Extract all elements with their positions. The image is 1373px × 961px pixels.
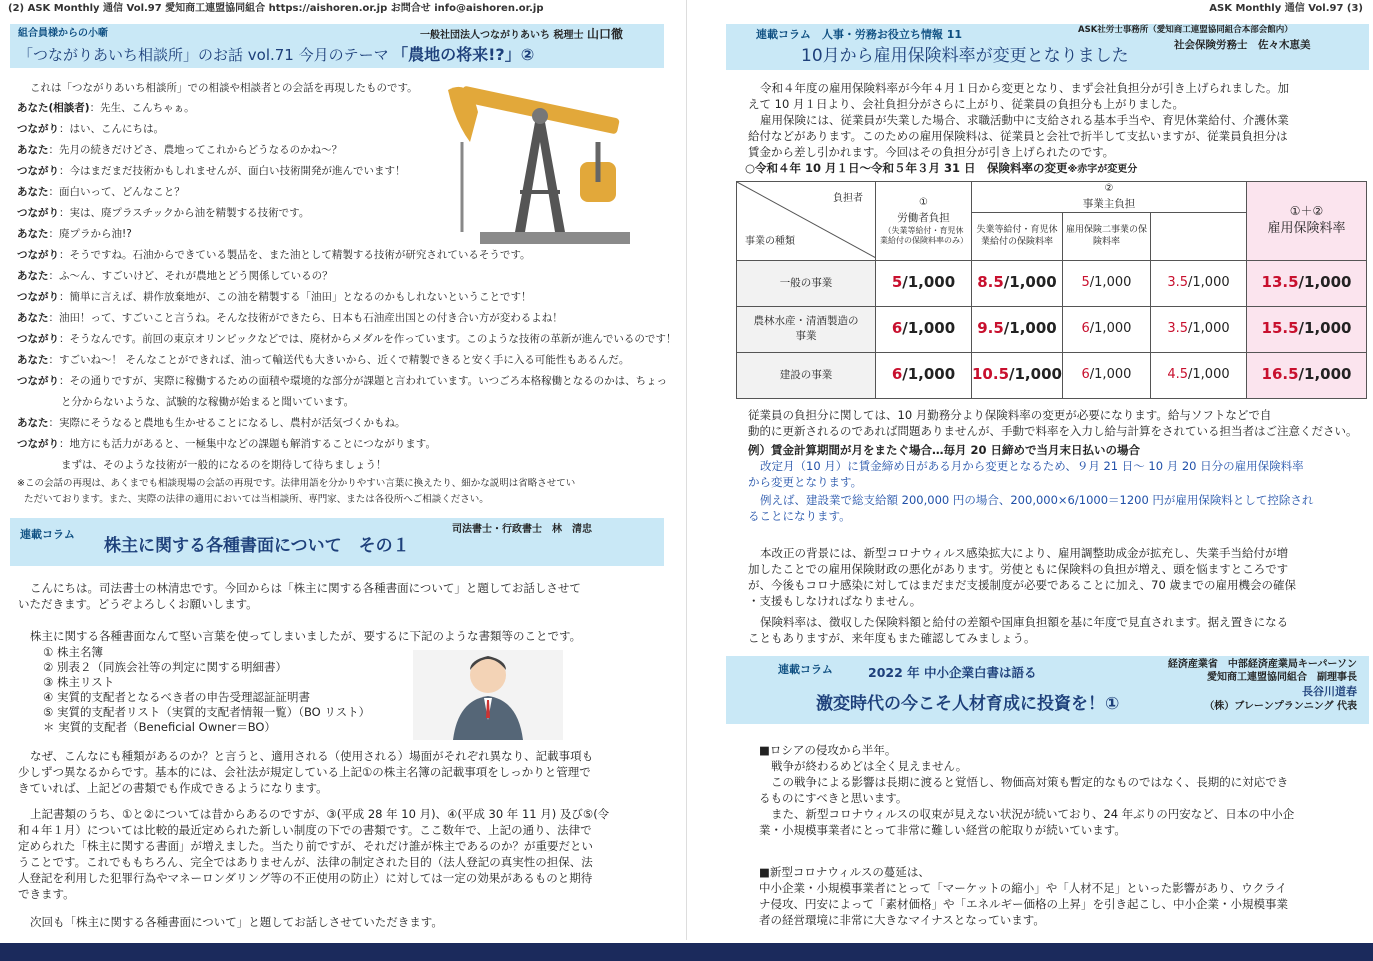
rate-value: 5 [1081,274,1090,290]
dialog-line [17,224,132,245]
consultation-note-1: ※この会話の再現は、あくまでも相談現場の会話の再現です。法律用語を分かりやすい言葉に換えたり、細かな説明は省略させてい [17,478,576,489]
businessman-illustration [408,640,568,740]
shareholder-title: 株主に関する各種書面について その１ [104,536,410,556]
dialog-line [61,392,354,413]
dialog-speaker: あなた [17,312,49,324]
dialog-text: ：地方にも活力があると、一極集中などの課題も解消することにつながります。 [59,438,436,450]
rate-denominator: /1,000 [1003,319,1057,338]
rate-denominator: /1,000 [1298,273,1352,292]
shareholder-p1a: こんにちは。司法書士の林清忠です。今回からは「株主に関する各種書面について」と題してお話しさせて [30,581,581,595]
dialog-speaker: あなた [17,354,49,366]
insp4-line: 保険料率は、徴収した保険料額と給付の差額や国庫負担額を基に年度で見直されます。据え置きになる [760,615,1289,629]
insp1-line: 令和４年度の雇用保険料率が今年４月１日から変更となり、まず会社負担分が引き上げられました。加 [760,81,1289,95]
insex1-line: から変更となります。 [748,475,863,489]
rate-table-row [737,352,1367,398]
whitepaper-s1-head: ■ロシアの侵攻から半年。 [759,743,897,757]
dialog-line [17,434,436,455]
rate-value: 6 [891,365,903,384]
rate-table-cell-w [876,260,972,306]
shp4-line: 上記書類のうち、①と②については昔からあるのですが、③(平成 28 年 10 月)、④(平成 30 年 11 月) 及び⑤(令 [30,807,610,821]
shareholder-kicker: 連載コラム [20,528,75,541]
rate-denominator: /1,000 [902,273,956,292]
whitepaper-org-2: 愛知商工連盟協同組合 副理事長 [1207,672,1357,683]
page-divider [686,0,687,940]
whitepaper-author: 長谷川道春 [1302,685,1357,698]
insurance-kicker: 連載コラム 人事・労務お役立ち情報 11 [756,28,963,41]
rate-denominator: /1,000 [1298,365,1352,384]
dialog-line [17,350,629,371]
rate-table-industry: 建設の事業 [737,352,876,398]
whitepaper-title: 激変時代の今こそ人材育成に投資を！① [816,694,1120,714]
insp2-line: 動的に更新されるのであれば問題ありませんが、手動で料率を入力し給与計算をされている担当者はご注意ください。 [748,424,1358,438]
rate-value: 3.5 [1167,274,1189,290]
pump-jack-illustration [440,82,640,252]
rate-table-cell-a [1062,306,1150,352]
rate-table [736,181,1367,399]
dialog-speaker: つながり [17,375,59,387]
wps2-line: 者の経営環境に非常に大きなマイナスとなっています。 [759,913,1045,927]
consultation-title: 「つながりあいち相談所」のお話 vol.71 今月のテーマ 「農地の将来!?」② [18,45,535,64]
whitepaper-subtitle: 2022 年 中小企業白書は語る [868,665,1037,680]
insp1-line: 雇用保険には、従業員が失業した場合、求職活動中に支給される基本手当や、育児休業給付、介護休業 [760,113,1289,127]
rate-table-header-unemployment: 失業等給付・育児休業給付の保険料率 [972,212,1063,260]
rate-table-row [737,260,1367,306]
dialog-line [17,413,406,434]
rate-table-header-worker: ① 労働者負担 （失業等給付・育児休業給付の保険料率のみ） [876,182,972,261]
rate-value: 6 [1081,320,1090,336]
left-page-header: (2) ASK Monthly 通信 Vol.97 愛知商工連盟協同組合 https://aishoren.or.jp お問合せ info@aishoren.or.jp [8,3,544,14]
footer-bar [0,943,1373,961]
dialog-speaker: つながり [17,207,59,219]
dialog-speaker: あなた [17,186,49,198]
rate-table-cell-w [876,306,972,352]
wps1-line: るものにすべきと思います。 [759,791,908,805]
shareholder-p2: 株主に関する各種書面なんて堅い言葉を使ってしまいましたが、要するに下記のような書類等のことです。 [30,629,582,643]
insp1-line: えて 10 月１日より、会社負担分がさらに上がり、従業員の負担分も上がりました。 [748,97,1184,111]
rate-table-cell-t [1247,260,1367,306]
dialog-line [17,308,563,329]
shareholder-document-item: ③ 株主リスト [43,675,115,689]
dialog-line [17,203,309,224]
dialog-speaker: あなた [17,228,49,240]
rate-table-corner: 負担者 事業の種類 [737,182,876,261]
shareholder-document-item: ＊ 実質的支配者（Beneficial Owner＝BO） [43,720,276,734]
whitepaper-company: （株）ブレーンプランニング 代表 [1204,701,1357,712]
insex2-line: ることになります。 [748,509,851,523]
rate-value: 13.5 [1261,273,1299,292]
dialog-text: ：油田！って、すごいこと言うね。そんな技術ができたら、日本も石油産出国との付き合い方が変わるよね！ [48,312,563,324]
dialog-line [17,266,333,287]
rate-denominator: /1,000 [1009,365,1062,384]
rate-table-cell-e [972,260,1063,306]
whitepaper-kicker: 連載コラム [778,663,833,676]
shp3-line: きていれば、上記どの書類でも作成できるようになります。 [18,781,328,795]
insp1-line: 給付などがあります。このための雇用保険料は、従業員と会社で折半して支払いますが、従業員負担分は [748,129,1288,143]
rate-table-cell-b [1150,352,1246,398]
shp4-line: 定められた「株主に関する書面」が増えました。当たり前ですが、それだけ誰が株主であるのか？が重要だとい [18,839,593,853]
dialog-text: ：ふ～ん、すごいけど、それが農地とどう関係しているの？ [48,270,333,282]
insex1-line: 改定月（10 月）に賃金締め日がある月から変更となるため、９月 21 日～ 10 月 20 日分の雇用保険料率 [760,459,1304,473]
dialog-text: ：その通りですが、実際に稼働するための面積や環境的な部分が課題と言われています。いつごろ本格稼働となるのかは、ちょっ [59,375,668,387]
wps1-line: また、新型コロナウィルスの収束が見えない状況が続いており、24 年ぶりの円安など、日本の中小企 [771,807,1295,821]
rate-table-header-two-programs: 雇用保険二事業の保険料率 [1062,212,1150,260]
shp4-line: 和４年１月）については比較的最近定められた新しい制度の下での書類です。ここ数年で、上記の通り、法律で [18,823,592,837]
insurance-title: 10月から雇用保険料率が変更となりました [801,46,1129,66]
rate-denominator: /1,000 [1089,320,1132,336]
insp3-line: 加したことでの雇用保険財政の悪化があります。労使ともに保険料の負担が増え、頭を悩ますところです [748,562,1289,576]
rate-denominator: /1,000 [1298,319,1352,338]
shareholder-p5: 次回も「株主に関する各種書面について」と題してお話しさせていただきます。 [30,915,443,929]
rate-value: 6 [1081,366,1090,382]
dialog-speaker: つながり [17,123,59,135]
dialog-text: ：先生、こんちゃぁ。 [89,102,195,114]
rate-table-header-employer: ② 事業主負担 [972,182,1247,213]
rate-value: 10.5 [972,365,1010,384]
dialog-text: ：簡単に言えば、耕作放棄地が、この油を精製する「油田」となるのかもしれないということです！ [59,291,532,303]
dialog-text: ：そうですね。石油からできている製品を、また油として精製する技術が研究されているそうです。 [59,249,531,261]
dialog-speaker: つながり [17,249,59,261]
rate-value: 15.5 [1261,319,1299,338]
rate-value: 4.5 [1167,366,1189,382]
insp3-line: ・支援もしなければなりません。 [748,594,922,608]
whitepaper-header [726,656,1369,724]
rate-value: 6 [891,319,903,338]
insp1-line: 賃金から差し引かれます。今回はその負担分が引き上げられたのです。 [748,145,1115,159]
rate-table-cell-a [1062,260,1150,306]
whitepaper-org-1: 経済産業省 中部経済産業局キーパーソン [1167,659,1357,670]
shp3-line: なぜ、こんなにも種類があるのか？と言うと、適用される（使用される）場面がそれぞれ異なり、記載事項も [30,749,594,763]
dialog-line [17,371,667,392]
dialog-speaker: あなた(相談者) [17,102,90,114]
insp3-line: 本改正の背景には、新型コロナウィルス感染拡大により、雇用調整助成金が拡充し、失業手当給付が増 [760,546,1288,560]
rate-table-cell-e [972,306,1063,352]
dialog-text: ：実際にそうなると農地も生かせることになるし、農村が活気づくかもね。 [48,417,406,429]
right-page-header: ASK Monthly 通信 Vol.97 (3) [1209,3,1363,14]
shp3-line: 少しずつ異なるからです。基本的には、会社法が規定している上記①の株主名簿の記載事項をしっかりと管理で [18,765,591,779]
dialog-text: ：今はまだまだ技術かもしれませんが、面白い技術開発が進んでいます！ [59,165,406,177]
rate-table-cell-e [972,352,1063,398]
shareholder-p1b: いただきます。どうぞよろしくお願いします。 [18,597,258,611]
dialog-text: ：すごいね～！ そんなことができれば、油って輸送代も大きいから、近くで精製できると安く手に入る可能性もあるんだ。 [48,354,630,366]
dialog-text: ：実は、廃プラスチックから油を精製する技術です。 [59,207,310,219]
shareholder-document-item: ⑤ 実質的支配者リスト（実質的支配者情報一覧）（BO リスト） [43,705,371,719]
dialog-line [17,161,406,182]
rate-table-cell-b [1150,260,1246,306]
rate-value: 16.5 [1261,365,1299,384]
shp4-line: 人登記を利用した犯罪行為やマネーロンダリング等の不正使用の防止）に対しては一定の効果があるものと期待 [18,871,593,885]
dialog-line [17,98,195,119]
consultation-header [10,24,664,68]
shareholder-author: 司法書士・行政書士 林 清忠 [452,524,592,535]
dialog-text: ：はい、こんにちは。 [59,123,164,135]
shareholder-header [10,518,664,566]
rate-table-cell-t [1247,352,1367,398]
dialog-speaker: つながり [17,165,59,177]
rate-denominator: /1,000 [1188,366,1230,382]
wps2-line: 中小企業・小規模事業者にとって「マーケットの縮小」や「人材不足」といった影響があり、ウクライ [759,881,1287,895]
rate-table-cell-w [876,352,972,398]
dialog-text: ：面白いって、どんなこと？ [48,186,185,198]
dialog-line [17,119,164,140]
wps1-line: 業・小規模事業者にとって非常に難しい経営の舵取りが続いています。 [759,823,1126,837]
dialog-line [61,455,387,476]
consultation-author-org: 一般社団法人つながりあいち 税理士 山口徹 [420,27,623,41]
dialog-text: ：そうなんです。前回の東京オリンピックなどでは、廃材からメダルを作っています。このような技術の革新が進んでいるのです！ [59,333,677,345]
dialog-line [17,182,185,203]
dialog-line [17,287,532,308]
insurance-header [726,24,1369,70]
rate-value: 3.5 [1167,320,1189,336]
rate-denominator: /1,000 [1188,274,1230,290]
whitepaper-s2-head: ■新型コロナウィルスの蔓延は、 [759,865,930,879]
dialog-speaker: あなた [17,144,49,156]
shareholder-document-item: ④ 実質的支配者となるべき者の申告受理認証証明書 [43,690,310,704]
right-page [693,0,1373,940]
rate-table-industry: 農林水産・清酒製造の事業 [737,306,876,352]
rate-denominator: /1,000 [1089,274,1132,290]
insurance-author: 社会保険労務士 佐々木恵美 [1174,39,1311,51]
rate-denominator: /1,000 [902,365,956,384]
rate-denominator: /1,000 [1089,366,1132,382]
shareholder-document-item: ② 別表２（同族会社等の判定に関する明細書） [43,660,287,674]
dialog-line [17,329,676,350]
insp4-line: こともありますが、来年度もまた確認してみましょう。 [748,631,1036,645]
shp4-line: できます。 [18,887,75,901]
dialog-speaker: あなた [17,417,49,429]
left-page [0,0,680,940]
wps1-line: この戦争による影響は長期に渡ると覚悟し、物価高対策も暫定的なものではなく、長期的に対応でき [771,775,1289,789]
consultation-note-2: ただいております。また、実際の法律の適用においては当相談所、専門家、または各役所へご相談ください。 [24,494,489,505]
rate-value: 9.5 [977,319,1004,338]
insp2-line: 従業員の負担分に関しては、10 月勤務分より保険料率の変更が必要になります。給与ソフトなどで自 [748,408,1272,422]
rate-table-header-total: ①＋② 雇用保険料率 [1247,182,1367,261]
dialog-speaker: つながり [17,438,59,450]
dialog-speaker: つながり [17,333,59,345]
wps2-line: ナ侵攻、円安によって「素材価格」や「エネルギー価格の上昇」を引き起こし、中小企業・小規模事業 [759,897,1288,911]
rate-value: 5 [891,273,903,292]
rate-denominator: /1,000 [1003,273,1057,292]
dialog-speaker: つながり [17,291,59,303]
shareholder-document-item: ① 株主名簿 [43,645,103,659]
wps1-line: 戦争が終わるめどは全く見えません。 [771,759,968,773]
dialog-text: まずは、そのような技術が一般的になるのを期待して待ちましょう！ [61,459,387,471]
rate-table-row [737,306,1367,352]
dialog-text: ：先月の続きだけどさ、農地ってこれからどうなるのかね～？ [48,144,343,156]
dialog-text: ：廃プラから油!? [48,228,132,240]
rate-value: 8.5 [977,273,1004,292]
rate-table-cell-a [1062,352,1150,398]
rate-table-industry: 一般の事業 [737,260,876,306]
dialog-speaker: あなた [17,270,49,282]
insurance-office: ASK社労士事務所（愛知商工連盟協同組合本部会館内） [1078,25,1293,35]
insex2-line: 例えば、建設業で総支給額 200,000 円の場合、200,000×6/1000＝1200 円が雇用保険料として控除され [760,493,1314,507]
insp3-line: が、今後もコロナ感染に対してはまだまだ支援制度が必要であることに加え、70 歳までの雇用機会の確保 [748,578,1296,592]
consultation-kicker: 組合員様からの小噺 [18,28,108,39]
consultation-intro: これは「つながりあいち相談所」での相談や相談者との会話を再現したものです。 [30,82,418,94]
insurance-example-title: 例）賃金計算期間が月をまたぐ場合…毎月 20 日締めで当月末日払いの場合 [748,443,1141,457]
rate-table-cell-t [1247,306,1367,352]
rate-table-cell-b [1150,306,1246,352]
dialog-text: と分からないような、試験的な稼働が始まると聞いています。 [61,396,355,408]
shp4-line: うことです。これでももちろん、完全ではありませんが、法律の制定された目的（法人登記の真実性の担保、法 [18,855,593,869]
dialog-line [17,140,342,161]
rate-denominator: /1,000 [1188,320,1230,336]
rate-table-caption: ○令和４年 10 月１日～令和５年３月 31 日 保険料率の変更※赤字が変更分 [745,161,1138,175]
rate-denominator: /1,000 [902,319,956,338]
